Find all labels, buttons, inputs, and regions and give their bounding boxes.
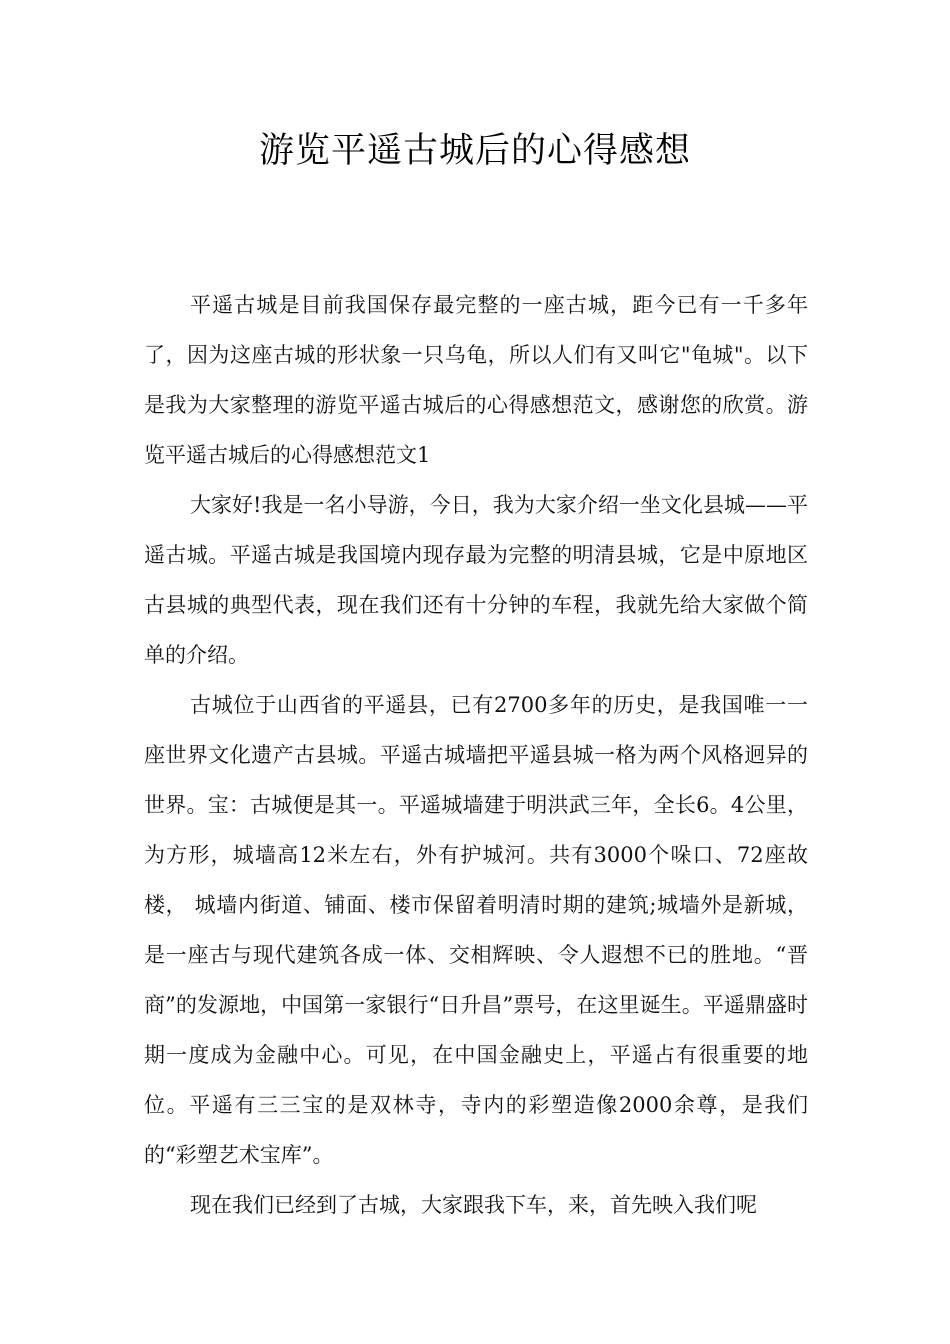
paragraph-intro: 平遥古城是目前我国保存最完整的一座古城，距今已有一千多年了，因为这座古城的形状象一只乌龟，所以人们有又叫它"龟城"。以下是我为大家整理的游览平遥古城后的心得感想范文，感谢您的欣赏。游览平遥古城后的心得感想范文1 — [144, 293, 808, 467]
document-title: 游览平遥古城后的心得感想 — [258, 131, 691, 171]
document-body — [144, 280, 808, 1230]
paragraph-arrival: 现在我们已经到了古城，大家跟我下车，来，首先映入我们呢 — [190, 1193, 757, 1217]
paragraph-history: 古城位于山西省的平遥县，已有2700多年的历史，是我国唯一一座世界文化遗产古县城。平遥古城墙把平遥县城一格为两个风格迥异的世界。宝：古城便是其一。平遥城墙建于明洪武三年，全长6。4公里，为方形，城墙高12米左右，外有护城河。共有3000个哚口、72座故楼， 城墙内街道、铺面、楼市保留着明清时期的建筑;城墙外是新城，是一座古与现代建筑各成一体、交相辉映、令人遐想不已的胜地。“晋商”的发源地，中国第一家银行“日升昌”票号，在这里诞生。平遥鼎盛时期一度成为金融中心。可见，在中国金融史上，平遥占有很重要的地位。平遥有三三宝的是双林寺，寺内的彩塑造像2000余尊，是我们的“彩塑艺术宝库”。 — [144, 693, 808, 1167]
paragraph-greeting: 大家好!我是一名小导游，今日，我为大家介绍一坐文化县城——平遥古城。平遥古城是我国境内现存最为完整的明清县城，它是中原地区古县城的典型代表，现在我们还有十分钟的车程，我就先给大家做个简单的介绍。 — [144, 493, 808, 667]
